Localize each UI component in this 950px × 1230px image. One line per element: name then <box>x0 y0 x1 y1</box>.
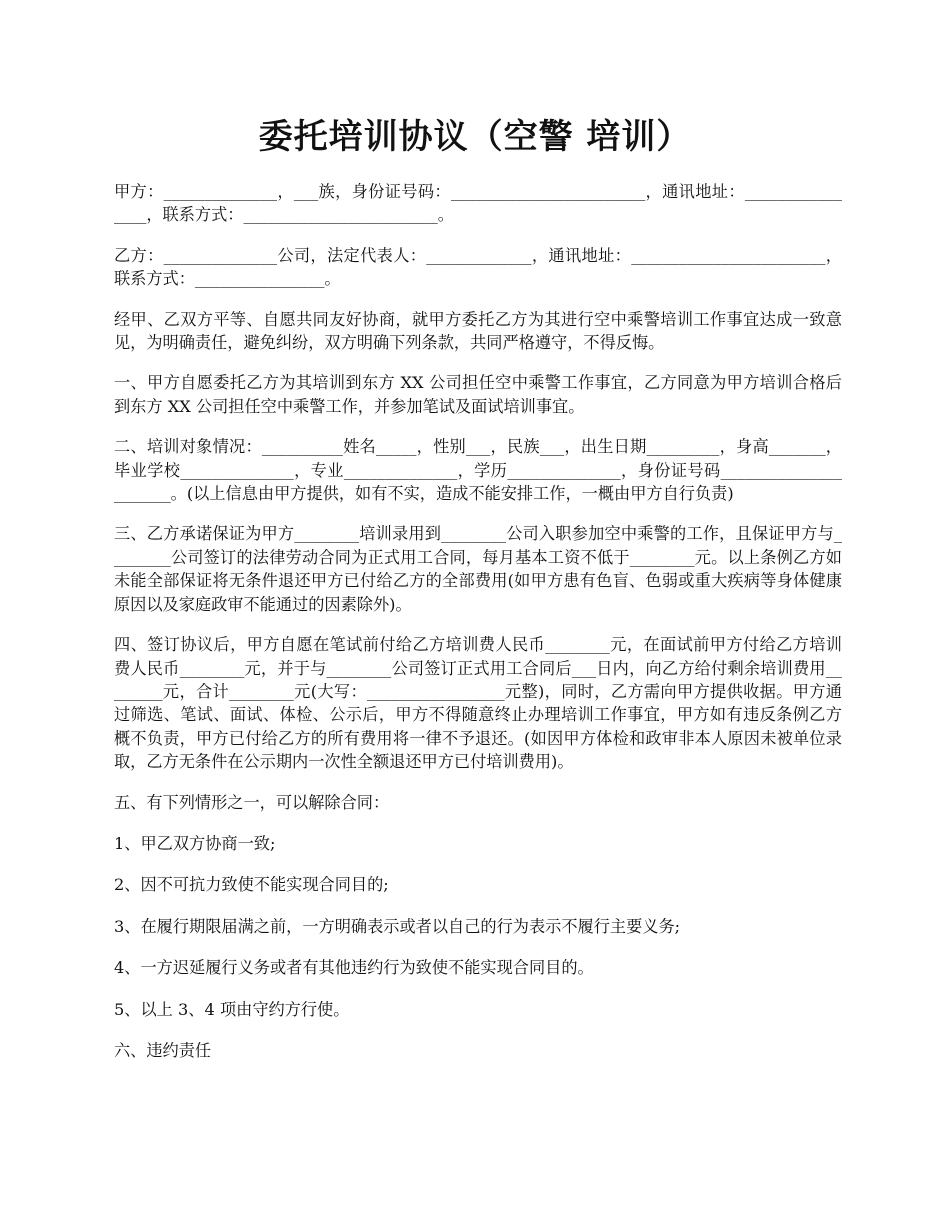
clause-3-commitment: 三、乙方承诺保证为甲方________培训录用到________公司入职参加空中乘警的工作，且保证甲方与________公司签订的法律劳动合同为正式用工合同，每月基本工资不低于________元。以上条例乙方如未能全部保证将无条件退还甲方已付给乙方的全部费用(如甲方患有色盲、色弱或重大疾病等身体健康原因以及家庭政审不能通过的因素除外)。 <box>114 524 842 614</box>
clause-5-item-4: 4、一方迟延履行义务或者有其他违约行为致使不能实现合同目的。 <box>114 958 594 978</box>
clause-5-heading: 五、有下列情形之一，可以解除合同： <box>114 792 390 812</box>
clause-5-item-2: 2、因不可抗力致使不能实现合同目的; <box>114 875 389 895</box>
clause-5-item-1: 1、甲乙双方协商一致; <box>114 833 276 853</box>
clause-6-heading: 六、违约责任 <box>114 1040 212 1060</box>
party-a-info: 甲方：______________，___族，身份证号码：________________________，通讯地址：________________，联系方式：________________________。 <box>114 182 842 225</box>
clause-5-item-5: 5、以上 3、4 项由守约方行使。 <box>114 999 350 1019</box>
clause-4-payment: 四、签订协议后，甲方自愿在笔试前付给乙方培训费人民币________元，在面试前甲方付给乙方培训费人民币________元，并于与________公司签订正式用工合同后___日内，向乙方给付剩余培训费用________元，合计________元(大写：_________________元整)，同时，乙方需向甲方提供收据。甲方通过筛选、笔试、面试、体检、公示后，甲方不得随意终止办理培训工作事宜，甲方如有违反条例乙方概不负责，甲方已付给乙方的所有费用将一律不予退还。(如因甲方体检和政审非本人原因未被单位录取，乙方无条件在公示期内一次性全额退还甲方已付培训费用)。 <box>114 635 842 772</box>
party-b-info: 乙方：______________公司，法定代表人：_____________，通讯地址：________________________，联系方式：________________。 <box>114 245 842 289</box>
clause-2-trainee-info: 二、培训对象情况：__________姓名_____，性别___，民族___，出生日期_________，身高_______，毕业学校______________，专业______________，学历______________，身份证号码______________________。(以上信息由甲方提供，如有不实，造成不能安排工作，一概由甲方自行负责) <box>114 437 842 504</box>
preamble: 经甲、乙双方平等、自愿共同友好协商，就甲方委托乙方为其进行空中乘警培训工作事宜达成一致意见，为明确责任，避免纠纷，双方明确下列条款，共同严格遵守，不得反悔。 <box>114 309 842 353</box>
document-title: 委托培训协议（空警 培训） <box>258 117 692 157</box>
clause-5-item-3: 3、在履行期限届满之前，一方明确表示或者以自己的行为表示不履行主要义务; <box>114 916 681 936</box>
document-body <box>114 180 842 1080</box>
clause-1: 一、甲方自愿委托乙方为其培训到东方 XX 公司担任空中乘警工作事宜，乙方同意为甲方培训合格后到东方 XX 公司担任空中乘警工作，并参加笔试及面试培训事宜。 <box>114 373 842 416</box>
